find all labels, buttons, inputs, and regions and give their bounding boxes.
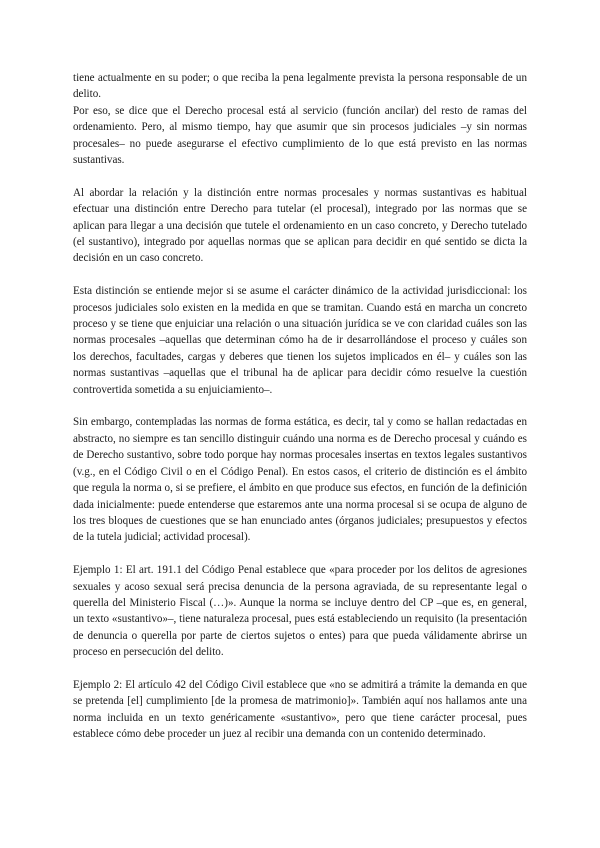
paragraph-derecho-para-tutelar: Al abordar la relación y la distinción entre normas procesales y normas sustantivas es habitual efectuar una distinción entre Derecho para tutelar (el procesal), integrado por las normas que se aplican para llegar a una decisión que tutele el ordenamiento en un caso concreto, y Derecho tutelado (el sustantivo), integrado por aquellas normas que se aplican para decidir en qué sentido se dicta la decisión en un caso concreto. [73,186,527,265]
paragraph-dynamic-character: Esta distinción se entiende mejor si se asume el carácter dinámico de la actividad jurisdiccional: los procesos judiciales solo existen en la medida en que se tramitan. Cuando está en marcha un concreto proceso y se tiene que enjuiciar una relación o una situación jurídica se ve con claridad cuáles son las normas procesales –aquellas que determinan cómo ha de ir desarrollándose el proceso y cuáles son los derechos, facultades, cargas y deberes que tienen los sujetos implicados en él– y cuáles son las normas sustantivas –aquellas que el tribunal ha de aplicar para decidir cómo resuelve la cuestión controvertida sometida a su enjuiciamiento–. [73,285,527,396]
paragraph-static-view: Sin embargo, contempladas las normas de forma estática, es decir, tal y como se hallan redactadas en abstracto, no siempre es tan sencillo distinguir cuándo una norma es de Derecho procesal y cuándo es de Derecho sustantivo, sobre todo porque hay normas procesales insertas en textos legales sustantivos (v.g., en el Código Civil o en el Código Penal). En estos casos, el criterio de distinción es el ámbito que regula la norma o, si se prefiere, el ámbito en que produce sus efectos, en función de la definición dada inicialmente: puede entenderse que estaremos ante una norma procesal si se ocupa de alguno de los tres bloques de cuestiones que se han enunciado antes (órganos judiciales; presupuestos y efectos de la tutela judicial; actividad procesal). [73,416,527,544]
paragraph-example-2: Ejemplo 2: El artículo 42 del Código Civil establece que «no se admitirá a trámite la demanda en que se pretenda [el] cumplimiento [de la promesa de matrimonio]». También aquí nos hallamos ante una norma incluida en un texto genéricamente «sustantivo», pero que tiene carácter procesal, pues establece cómo debe proceder un juez al recibir una demanda con un contenido determinado. [73,678,527,741]
paragraph-intro-continuation: tiene actualmente en su poder; o que reciba la pena legalmente prevista la persona responsable de un delito. [73,72,527,101]
paragraph-ancilar-function: Por eso, se dice que el Derecho procesal está al servicio (función ancilar) del resto de ramas del ordenamiento. Pero, al mismo tiempo, hay que asumir que sin procesos judiciales –y sin normas procesales– no puede asegurarse el efectivo cumplimiento de lo que está previsto en las normas sustantivas. [73,104,527,167]
paragraph-example-1: Ejemplo 1: El art. 191.1 del Código Penal establece que «para proceder por los delitos de agresiones sexuales y acoso sexual será precisa denuncia de la persona agraviada, de su representante legal o querella del Ministerio Fiscal (…)». Aunque la norma se incluye dentro del CP –que es, en general, un texto «sustantivo»–, tiene naturaleza procesal, pues está estableciendo un requisito (la presentación de denuncia o querella por parte de ciertos sujetos o entes) para que pueda válidamente abrirse un proceso en persecución del delito. [73,564,527,659]
document-page [73,70,527,743]
